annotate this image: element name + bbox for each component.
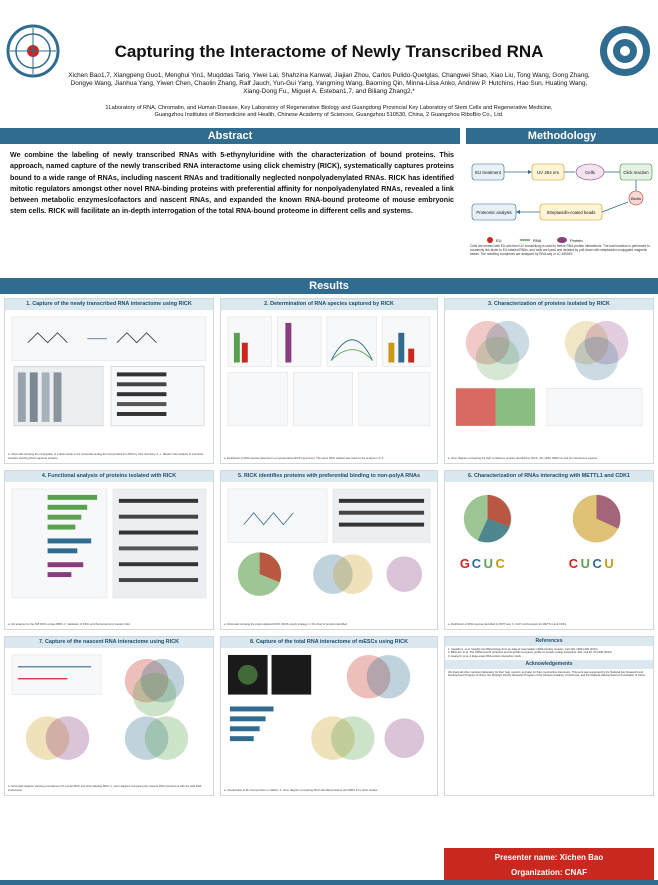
abstract-heading: Abstract <box>0 128 460 144</box>
reference-item: 2. Baltz AG, et al. The mRNA-bound proteome and its global occupancy profile on protein-coding transcripts. Mol. Cell 46, 674-690 (2012). <box>448 651 613 655</box>
result-panel-3 <box>444 298 654 464</box>
results-heading: Results <box>0 278 658 294</box>
panel-5-figure <box>224 485 434 604</box>
panel-title: 5. RICK identifies proteins with preferential binding to non-polyA RNAs <box>221 471 437 482</box>
presenter-name: Presenter name: Xichen Bao <box>494 853 604 862</box>
panel-3-figure <box>448 313 650 432</box>
method-label-eu-treatment: EU treatment <box>475 170 501 175</box>
svg-text:G: G <box>459 556 470 572</box>
academy-seal-icon <box>598 24 652 78</box>
result-panel-6 <box>444 470 654 630</box>
affiliations <box>66 105 592 119</box>
poster-header <box>0 0 658 120</box>
panel-title: 8. Capture of the total RNA interactome of mESCs using RICK <box>221 637 437 648</box>
affiliation-line-2: Guangzhou Institutes of Biomedicine and Health, Chinese Academy of Sciences, Guangzhou 510530, China, 2 Guangzhou RiboBio Co., Ltd. <box>154 112 504 118</box>
institute-logo-icon <box>6 24 60 78</box>
panel-caption: a. Distribution of RNA species detected in a representative RICK experiment. The same RICK dataset was used for the analysis in b-h. <box>224 456 384 460</box>
affiliation-line-1: 1Laboratory of RNA, Chromatin, and Human Disease, Key Laboratory of Regenerative Biology and Guangdong Provincial Key Laboratory of Stem Cells and Regenerative Medicine, <box>105 105 553 111</box>
panel-title: 4. Functional analysis of proteins isolated with RICK <box>5 471 213 482</box>
panel-8-figure <box>224 651 434 770</box>
svg-text:C: C <box>495 556 505 572</box>
method-label-uv: UV 254 nm <box>537 170 559 175</box>
result-panel-1 <box>4 298 214 464</box>
references-panel <box>444 636 654 796</box>
svg-text:U: U <box>604 556 614 572</box>
references-heading: References <box>445 637 653 646</box>
panel-caption: a. Distribution of RNA species identified by RIPT-seq. b. CLIP motif analysis for METTL1 and CDK1. <box>448 622 567 626</box>
presenter-organization: Organization: CNAF <box>511 868 587 877</box>
panel-1-figure <box>8 313 210 432</box>
svg-text:U: U <box>580 556 590 572</box>
panel-caption: a. Venn diagram comparing the high-confidence proteins identified by RICK, the mESC RBPome and the interactome capture. <box>448 456 598 460</box>
panel-title: 1. Capture of the newly transcribed RNA interactome using RICK <box>5 299 213 310</box>
panel-caption: a. GO analysis for the 295 RICK-unique RBPs. b. Validation of RICK-enriched proteins by western blot. <box>8 622 131 626</box>
result-panel-2 <box>220 298 438 464</box>
panel-caption: a. Visualization of EU incorporation in mESCs. b. Venn diagram comparing RICK-identified proteins with RBPs from other studies. <box>224 788 379 792</box>
method-label-beads: Streptavidin-coated beads <box>546 210 596 215</box>
methodology-caption: Cells are treated with EU and then UV crosslinking is used to freeze RNA-protein interactions. The total reaction is performed to covalently link biotin to EU-labeled RNAs, and cells are lysed and isolated by pull-down with streptavidin-conjugated magnetic beads. The resulting complexes are analyzed by RNA-seq or LC-MS/MS. <box>470 244 650 256</box>
panel-title: 6. Characterization of RNAs interacting with METTL1 and CDK1 <box>445 471 653 482</box>
panel-caption: a. Schematic showing the conjugation of a biotin-azide to the nucleotide analog EU incorporated into RNA by click chemistry. b, c. Western blot analysis of pull-down samples showing RICK-captured proteins. <box>8 453 204 460</box>
method-legend-protein: Protein <box>570 238 583 243</box>
result-panel-5 <box>220 470 438 630</box>
footer-rule <box>0 880 658 885</box>
panel-6-figure <box>448 485 650 604</box>
result-panel-8 <box>220 636 438 796</box>
method-label-biotin: Biotin <box>630 196 642 201</box>
result-panel-4 <box>4 470 214 630</box>
acknowledgements-heading: Acknowledgements <box>445 660 653 669</box>
panel-title: 2. Determination of RNA species captured by RICK <box>221 299 437 310</box>
result-panel-7 <box>4 636 214 796</box>
method-label-proteomic: Proteomic analysis <box>476 210 512 215</box>
references-list <box>445 646 653 660</box>
svg-text:C: C <box>471 556 482 572</box>
poster-title: Capturing the Interactome of Newly Transcribed RNA <box>114 42 544 61</box>
method-legend-eu: EU <box>496 238 502 243</box>
method-legend-rna: RNA <box>533 238 542 243</box>
method-label-click: Click reaction <box>623 170 649 175</box>
panel-title: 7. Capture of the nascent RNA interactome using RICK <box>5 637 213 648</box>
methodology-heading: Methodology <box>466 128 658 144</box>
panel-title: 3. Characterization of proteins isolated by RICK <box>445 299 653 310</box>
reference-item: 3. Huang R, et al. A large-scale RNA-protein interaction study. <box>448 654 522 658</box>
svg-text:C: C <box>592 556 602 572</box>
panel-7-figure <box>8 651 210 770</box>
panel-4-figure <box>8 485 210 604</box>
presenter-box <box>444 848 654 882</box>
abstract-text: We combine the labeling of newly transcribed RNAs with 5-ethynyluridine with the characterization of bound proteins. This approach, named capture of the newly transcribed RNA interactome using click chemistry (RICK), systematically captures proteins bound to a wide range of RNAs, including nascent RNAs and traditionally neglected nonpolyadenylated RNAs. RICK has identified mitotic regulators amongst other novel RNA-binding proteins with preferential affinity for nonpolyadenylated RNAs, revealed a link between metabolic enzymes/cofactors and nascent RNAs, and expanded the known RNA-bound proteome of mouse embryonic stem cells. RICK will facilitate an in-depth interrogation of the total RNA-bound proteome in different cells and systems. <box>10 151 454 216</box>
panel-2-figure <box>224 313 434 432</box>
reference-item: 1. Castello A, et al. Insights into RNA biology from an atlas of mammalian mRNA-binding proteins. Cell 149, 1393-1406 (2012). <box>448 648 599 651</box>
panel-caption: a. Schematic diagram showing procedures of 5 minute RICK and short labeling RICK. b. Venn diagram comparing the nascent RNA interactome with the total RNA interactome. <box>8 785 202 792</box>
acknowledgements-text: We thank all other members laboratory for their help, support, and also for their constructive discussion. This work was supported by the National Key Research and Development Program of China, the Strategic Priority Research Program of the Chinese Academy of Sciences, and the National Natural Science Foundation of China. <box>448 670 646 678</box>
svg-text:U: U <box>483 556 493 572</box>
svg-text:C: C <box>568 556 579 572</box>
method-label-cells: Cells <box>585 170 595 175</box>
panel-caption: a. Schematic showing the polyA-depleted RICK (RICK-polyA) strategy. b. Pie chart of proteins identified. <box>224 622 348 626</box>
author-list: Xichen Bao1,7, Xiangpeng Guo1, Menghui Yin1, Muqddas Tariq, Yiwei Lai, Shahzina Kanwal, Jiajian Zhou, Carlos Pulido-Quetglas, Changwei Shao, Xiao Liu, Tong Wang, Gong Zhang, Dongye Wang, Jianhua Yang, Yiwen Chen, Chaolin Zhang, Ralf Jauch, Yun-Gui Yang, Yangming Wang, Baoming Qin, Minna-Liisa Anko, Andrew P. Hutchins, Hao Sun, Huating Wang, Xiang-Dong Fu,, Miguel A. Esteban1,7, and Biliang Zhang2,* <box>68 72 590 95</box>
